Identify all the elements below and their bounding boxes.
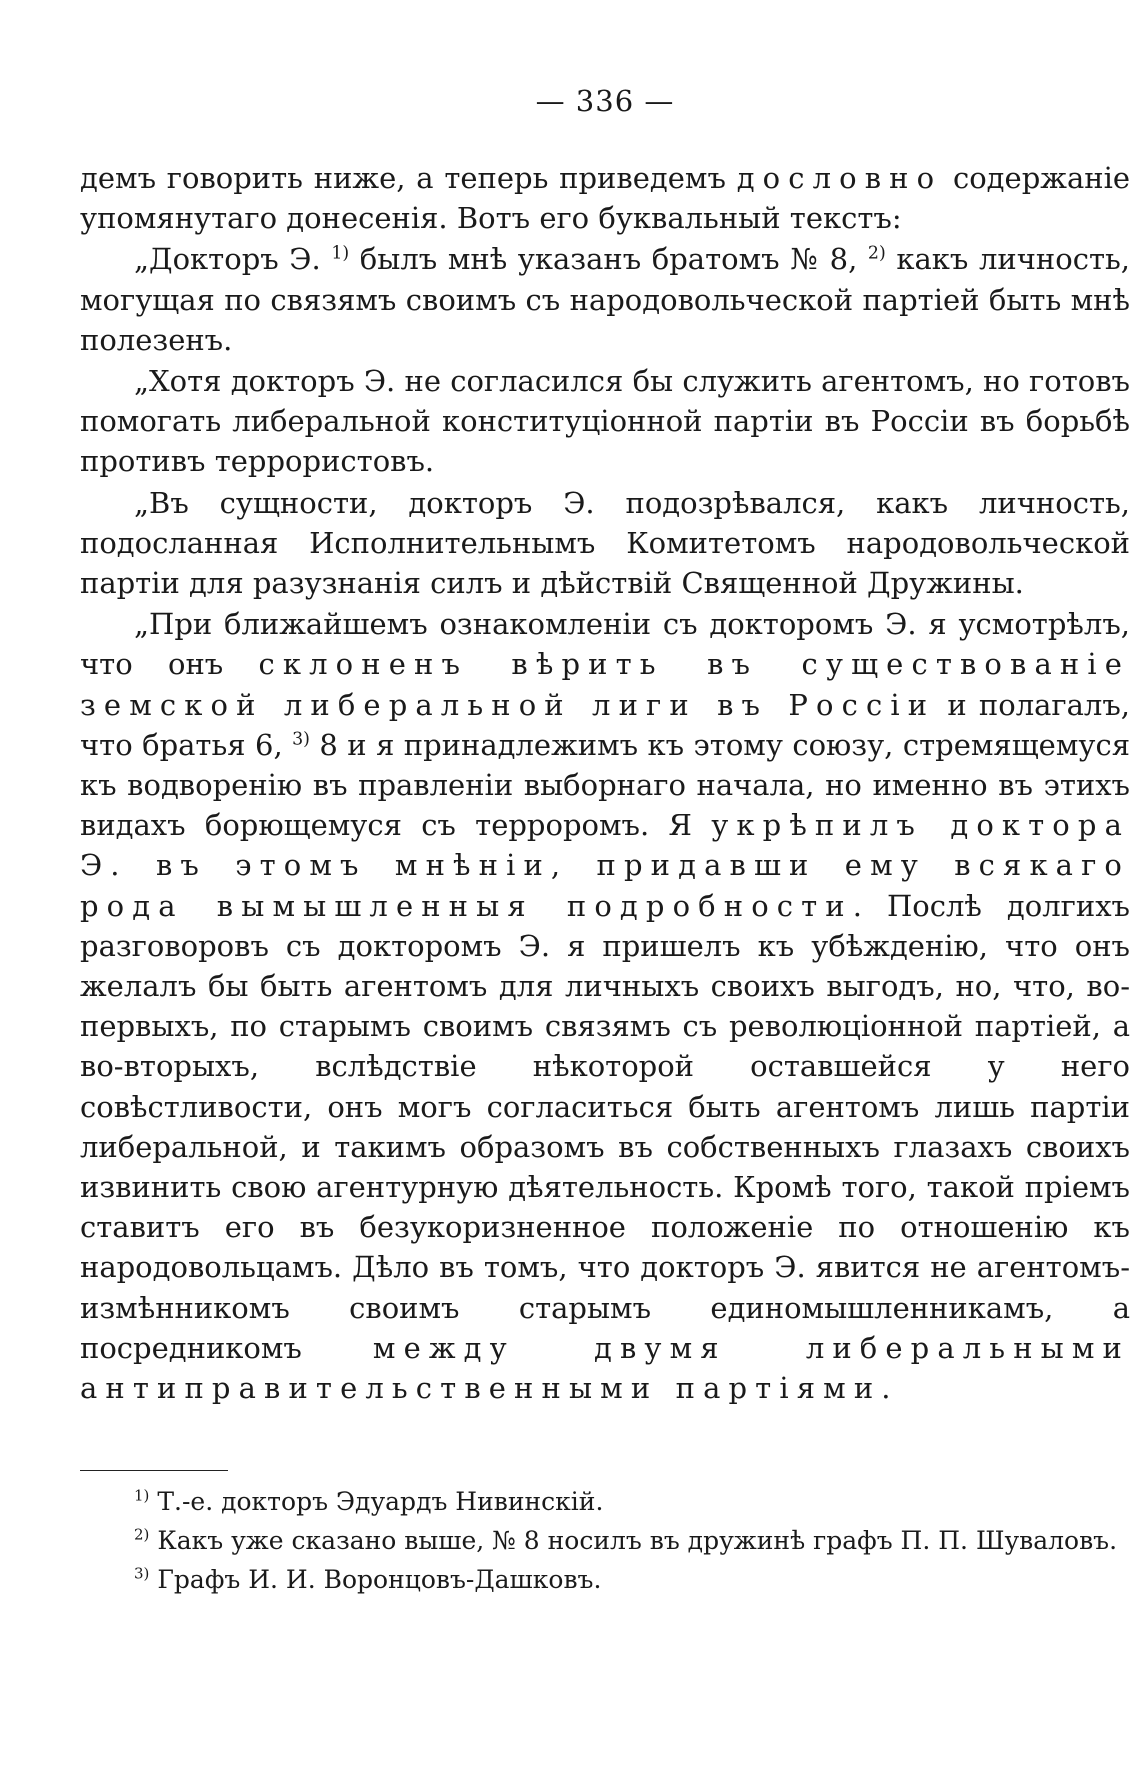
text-run: содержаніе упомянутаго донесенія. Вотъ его буквальный текстъ: [80, 161, 1131, 236]
paragraph [80, 483, 1130, 604]
body-text [80, 158, 1130, 1408]
text-run: „Докторъ Э. [134, 242, 332, 277]
footnote-divider [80, 1470, 228, 1471]
emphasized-text: укрѣпилъ доктора Э. въ этомъ мнѣніи, придавши ему всякаго рода вымышленныя подробности [80, 808, 1130, 923]
footnote-text: Какъ уже сказано выше, № 8 носилъ въ дружинѣ графъ П. П. Шуваловъ. [157, 1526, 1118, 1555]
page-number: — 336 — [535, 84, 675, 118]
emphasized-text: между двумя либеральными антиправительственными партіями [80, 1330, 1130, 1406]
emphasized-text: дословно [736, 161, 943, 195]
text-run: и полагалъ, что братья 6, [80, 687, 1131, 762]
text-run: какъ личность, могущая по связямъ своимъ съ народовольческой партіей быть мнѣ полезенъ. [80, 242, 1130, 357]
footnote [80, 1484, 1130, 1519]
footnote-text: Т.-е. докторъ Эдуардъ Нивинскій. [157, 1487, 604, 1516]
paragraph [80, 239, 1130, 360]
text-run: . [881, 1371, 891, 1406]
footnotes [80, 1484, 1130, 1601]
text-run: „Въ сущности, докторъ Э. подозрѣвался, какъ личность, подосланная Исполнительнымъ Комитетомъ народовольческой партіи для разузнанія силъ и дѣйствій Священной Дружины. [80, 485, 1130, 601]
text-run: 8 и я принадлежимъ къ этому союзу, стремящемуся къ водворенію въ правленіи выборнаго начала, но именно въ этихъ видахъ борющемуся съ терроромъ. Я [80, 727, 1130, 843]
text-run: „При ближайшемъ ознакомленіи съ докторомъ Э. я усмотрѣлъ, что онъ [80, 607, 1130, 682]
footnote-text: Графъ И. И. Воронцовъ-Дашковъ. [157, 1565, 602, 1594]
footnote-reference: 2) [867, 243, 886, 264]
footnote-reference: 3) [292, 729, 310, 750]
paragraph [80, 361, 1130, 482]
text-run: былъ мнѣ указанъ братомъ № 8, [349, 242, 868, 277]
paragraph [80, 604, 1130, 1408]
footnote [80, 1562, 1130, 1597]
footnote-reference: 1) [331, 243, 350, 264]
footnote-marker: 3) [134, 1564, 150, 1583]
text-run: демъ говорить ниже, а теперь приведемъ [80, 161, 737, 195]
footnote-marker: 1) [134, 1486, 150, 1505]
footnote-marker: 2) [134, 1525, 150, 1544]
footnote [80, 1523, 1130, 1558]
text-run: „Хотя докторъ Э. не согласился бы служить агентомъ, но готовъ помогать либеральной конституціонной партіи въ Россіи въ борьбѣ противъ террористовъ. [80, 364, 1130, 479]
emphasized-text: склоненъ вѣрить въ существованіе земской либеральной лиги въ Россіи [80, 647, 1130, 722]
text-run: . Послѣ долгихъ разговоровъ съ докторомъ Э. я пришелъ къ убѣжденію, что онъ желалъ бы быть агентомъ для личныхъ своихъ выгодъ, но, что, вопервыхъ, по старымъ своимъ связямъ съ революціонной партіей, а во-вторыхъ, вслѣдствіе нѣкоторой оставшейся у него совѣстливости, онъ могъ согласиться быть агентомъ лишь партіи либеральной, и такимъ образомъ въ собственныхъ глазахъ своихъ извинить свою агентурную дѣятельность. Кромѣ того, такой пріемъ ставитъ его въ безукоризненное положеніе по отношенію къ народовольцамъ. Дѣло въ томъ, что докторъ Э. явится не агентомъ-измѣнникомъ своимъ старымъ единомышленникамъ, а посредникомъ [80, 888, 1130, 1365]
paragraph [80, 158, 1130, 238]
